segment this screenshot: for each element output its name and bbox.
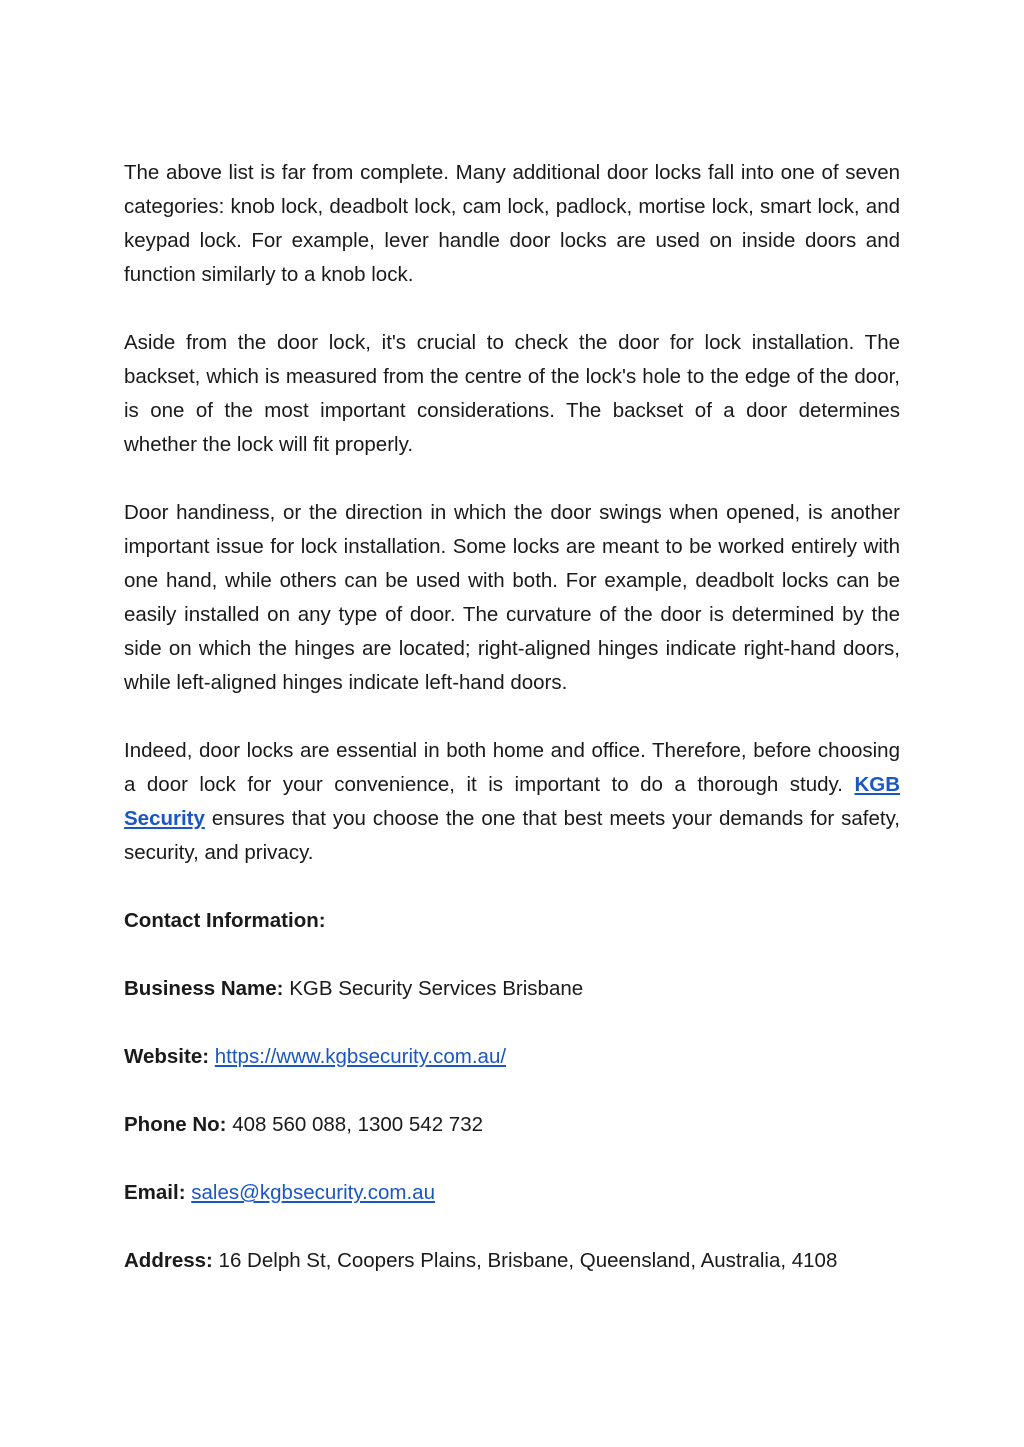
address-line bbox=[124, 1244, 900, 1278]
business-name-line bbox=[124, 972, 900, 1006]
phone-value: 408 560 088, 1300 542 732 bbox=[226, 1113, 483, 1136]
phone-label: Phone No: bbox=[124, 1113, 227, 1136]
paragraph-conclusion-text-start: Indeed, door locks are essential in both home and office. Therefore, before choosing a door lock for your convenience, it is important to do a thorough study. bbox=[124, 739, 900, 796]
email-line bbox=[124, 1176, 900, 1210]
kgb-security-link[interactable]: KGB Security bbox=[124, 773, 900, 830]
address-value: 16 Delph St, Coopers Plains, Brisbane, Queensland, Australia, 4108 bbox=[212, 1249, 838, 1272]
paragraph-lock-categories: The above list is far from complete. Many additional door locks fall into one of seven categories: knob lock, deadbolt lock, cam lock, padlock, mortise lock, smart lock, and keypad lock. For example, lever handle door locks are used on inside doors and function similarly to a knob lock. bbox=[124, 161, 900, 286]
website-line bbox=[124, 1040, 900, 1074]
website-label: Website: bbox=[124, 1045, 210, 1068]
address-label: Address: bbox=[124, 1249, 213, 1272]
paragraph-backset: Aside from the door lock, it's crucial to check the door for lock installation. The backset, which is measured from the centre of the lock's hole to the edge of the door, is one of the most important considerations. The backset of a door determines whether the lock will fit properly. bbox=[124, 331, 900, 456]
document-page bbox=[124, 156, 900, 1312]
paragraph-door-handiness: Door handiness, or the direction in which the door swings when opened, is another important issue for lock installation. Some locks are meant to be worked entirely with one hand, while others can be used with both. For example, deadbolt locks can be easily installed on any type of door. The curvature of the door is determined by the side on which the hinges are located; right-aligned hinges indicate right-hand doors, while left-aligned hinges indicate left-hand doors. bbox=[124, 501, 900, 694]
paragraph-conclusion bbox=[124, 734, 900, 870]
business-name-label: Business Name: bbox=[124, 977, 284, 1000]
email-label: Email: bbox=[124, 1181, 186, 1204]
paragraph-conclusion-text-end: ensures that you choose the one that best meets your demands for safety, security, and privacy. bbox=[124, 807, 900, 864]
contact-heading: Contact Information: bbox=[124, 909, 326, 932]
business-name-value: KGB Security Services Brisbane bbox=[283, 977, 584, 1000]
phone-line bbox=[124, 1108, 900, 1142]
email-link[interactable]: sales@kgbsecurity.com.au bbox=[191, 1181, 435, 1204]
website-link[interactable]: https://www.kgbsecurity.com.au/ bbox=[214, 1045, 507, 1068]
